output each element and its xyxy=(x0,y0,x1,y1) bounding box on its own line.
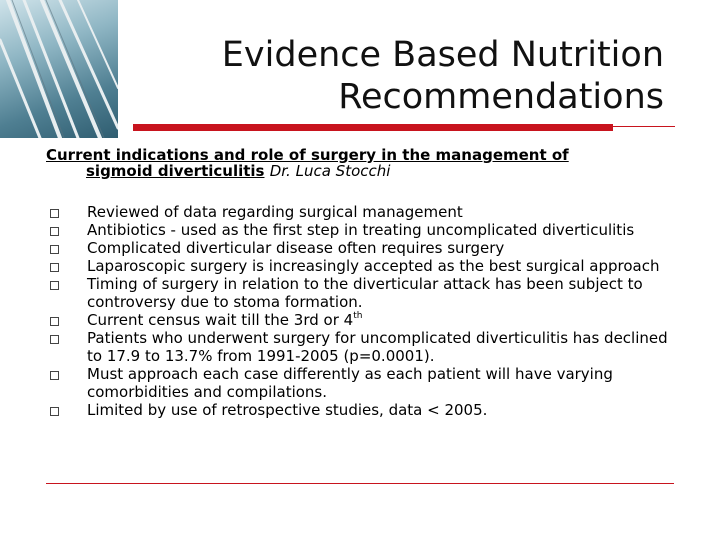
slide-subtitle xyxy=(46,147,686,179)
list-item xyxy=(46,365,686,401)
bullet-text: Must approach each case differently as each patient will have varying comorbidities and compilations. xyxy=(87,365,613,401)
surgical-instruments-image xyxy=(0,0,118,138)
bullet-superscript: th xyxy=(353,311,363,321)
title-line-1: Evidence Based Nutrition xyxy=(221,35,664,75)
bullet-square-icon xyxy=(50,281,59,290)
bullet-square-icon xyxy=(50,245,59,254)
subtitle-line-2 xyxy=(46,163,686,179)
bullet-text: Limited by use of retrospective studies, data < 2005. xyxy=(87,401,488,419)
title-underline-bar xyxy=(133,124,613,131)
list-item xyxy=(46,221,686,239)
bullet-text: Laparoscopic surgery is increasingly accepted as the best surgical approach xyxy=(87,257,660,275)
subtitle-line-1: Current indications and role of surgery in the management of xyxy=(46,146,569,164)
title-line-2: Recommendations xyxy=(338,77,664,117)
bullet-text: Current census wait till the 3rd or 4 xyxy=(87,311,354,329)
bullet-text: Complicated diverticular disease often requires surgery xyxy=(87,239,505,257)
list-item xyxy=(46,239,686,257)
bullet-text: Reviewed of data regarding surgical management xyxy=(87,203,463,221)
slide-title xyxy=(144,34,664,118)
list-item xyxy=(46,311,686,329)
bullet-square-icon xyxy=(50,227,59,236)
list-item xyxy=(46,203,686,221)
bullet-text: Patients who underwent surgery for uncomplicated diverticulitis has declined to 17.9 to 13.7% from 1991-2005 (p=0.0001). xyxy=(87,329,668,365)
bullet-square-icon xyxy=(50,407,59,416)
list-item xyxy=(46,401,686,419)
footer-divider xyxy=(46,483,674,484)
title-underline-thin xyxy=(613,126,675,127)
bullet-square-icon xyxy=(50,371,59,380)
subtitle-author: Dr. Luca Stocchi xyxy=(269,162,391,180)
list-item xyxy=(46,329,686,365)
bullet-text: Timing of surgery in relation to the diverticular attack has been subject to controversy due to stoma formation. xyxy=(87,275,643,311)
bullet-text: Antibiotics - used as the first step in treating uncomplicated diverticulitis xyxy=(87,221,635,239)
subtitle-topic: sigmoid diverticulitis xyxy=(86,162,265,180)
bullet-square-icon xyxy=(50,263,59,272)
bullet-square-icon xyxy=(50,335,59,344)
bullet-square-icon xyxy=(50,209,59,218)
instruments-drawing xyxy=(0,0,118,138)
bullet-square-icon xyxy=(50,317,59,326)
bullet-list xyxy=(46,203,686,419)
list-item xyxy=(46,275,686,311)
list-item xyxy=(46,257,686,275)
